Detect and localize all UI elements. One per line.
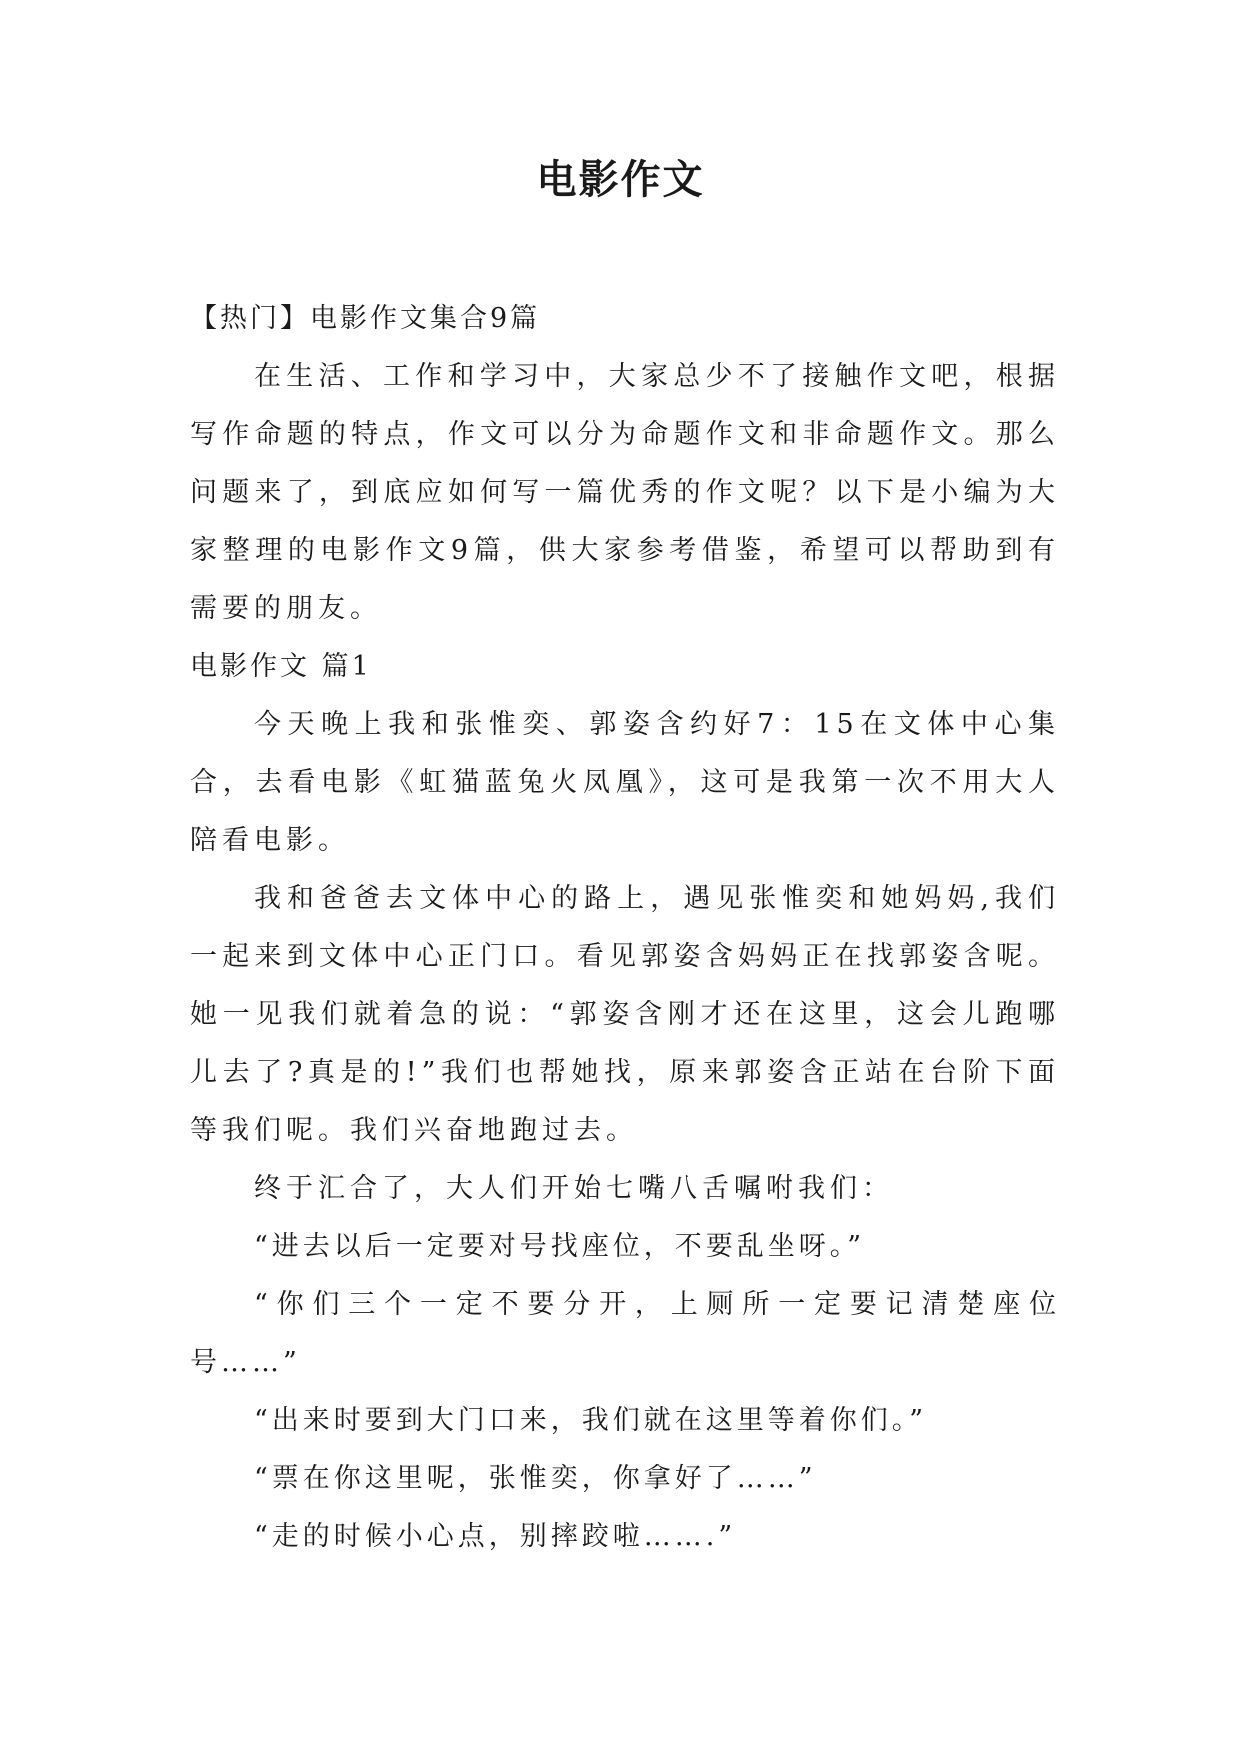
body-paragraph: 今天晚上我和张惟奕、郭姿含约好7：15在文体中心集合，去看电影《虹猫蓝兔火凤凰》，这可是我第一次不用大人陪看电影。 <box>190 709 1060 856</box>
quote-line: “出来时要到大门口来，我们就在这里等着你们。” <box>254 1405 928 1436</box>
document-subtitle: 【热门】电影作文集合9篇 <box>190 303 541 334</box>
quote-line: “走的时候小心点，别摔跤啦…….” <box>254 1521 737 1552</box>
quote-line: “你们三个一定不要分开，上厕所一定要记清楚座位号……” <box>190 1289 1060 1378</box>
section-heading: 电影作文 篇1 <box>190 651 372 682</box>
document-title: 电影作文 <box>536 157 705 203</box>
quote-line: “票在你这里呢，张惟奕，你拿好了……” <box>254 1463 817 1494</box>
document-body <box>190 290 1060 1566</box>
quote-line: “进去以后一定要对号找座位，不要乱坐呀。” <box>254 1231 866 1262</box>
body-paragraph: 终于汇合了，大人们开始七嘴八舌嘱咐我们： <box>254 1173 894 1204</box>
intro-paragraph: 在生活、工作和学习中，大家总少不了接触作文吧，根据写作命题的特点，作文可以分为命题作文和非命题作文。那么问题来了，到底应如何写一篇优秀的作文呢？以下是小编为大家整理的电影作文9篇，供大家参考借鉴，希望可以帮助到有需要的朋友。 <box>190 361 1060 624</box>
body-paragraph: 我和爸爸去文体中心的路上，遇见张惟奕和她妈妈,我们一起来到文体中心正门口。看见郭姿含妈妈正在找郭姿含呢。她一见我们就着急的说：“郭姿含刚才还在这里，这会儿跑哪儿去了?真是的!”我们也帮她找，原来郭姿含正站在台阶下面等我们呢。我们兴奋地跑过去。 <box>190 883 1060 1146</box>
